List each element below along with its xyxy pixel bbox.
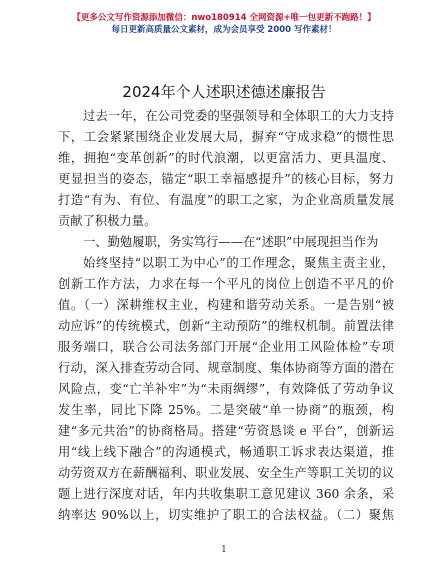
text-line: 纳率达 90%以上，切实维护了职工的合法权益。（二）聚焦 — [58, 508, 394, 522]
document-title: 2024年个人述职述德述廉报告 — [122, 83, 326, 101]
text-line: 下，工会紧紧围绕企业发展大局，摒弃“守成求稳”的惯性思 — [58, 130, 394, 144]
section-heading-text: 一、勤勉履职，务实笃行——在“述职”中展现担当作为 — [83, 235, 379, 249]
text-line: 过去一年，在公司党委的坚强领导和全体职工的大力支持 — [83, 109, 394, 123]
text-line: 建“多元共治”的协商格局。搭建“劳资恳谈 e 平台”，创新运 — [58, 424, 394, 438]
text-line: 服务端口，联合公司法务部门开展“企业用工风险体检”专项 — [58, 340, 394, 354]
text-line: 动劳资双方在薪酬福利、职业发展、安全生产等职工关切的议 — [58, 466, 394, 480]
text-line: 动应诉”的传统模式，创新“主动预防”的维权机制。前置法律 — [58, 319, 394, 333]
section-heading — [58, 232, 394, 253]
text-line: 发生率，同比下降 25%。二是突破“单一协商”的瓶颈，构 — [58, 403, 394, 417]
text-line: 风险点，变“亡羊补牢”为“未雨绸缪”，有效降低了劳动争议 — [58, 382, 394, 396]
text-line: 题上进行深度对话，年内共收集职工意见建议 360 余条，采 — [58, 487, 394, 501]
paragraph-section-1 — [58, 253, 394, 526]
text-line: 行动，深入排查劳动合同、规章制度、集体协商等方面的潜在 — [58, 361, 394, 375]
promo-banner-line-1: 【更多公文写作资源添加微信：nwo180914 全网资源+唯一包更新不跑路！】 — [72, 13, 376, 23]
paragraph-intro — [58, 106, 394, 232]
text-line: 打造“有为、有位、有温度”的职工之家，为企业高质量发展 — [58, 193, 394, 207]
page-number: 1 — [221, 545, 227, 555]
text-line: 值。（一）深耕维权主业，构建和谐劳动关系。一是告别“被 — [58, 298, 394, 312]
text-line: 维，拥抱“变革创新”的时代浪潮，以更富活力、更具温度、 — [58, 151, 394, 165]
promo-banner — [0, 12, 448, 36]
text-line: 用“线上线下融合”的沟通模式，畅通职工诉求表达渠道，推 — [58, 445, 394, 459]
text-line: 创新工作方法，力求在每一个平凡的岗位上创造不平凡的价 — [58, 277, 394, 291]
text-line: 始终坚持“以职工为中心”的工作理念，聚焦主责主业， — [83, 256, 394, 270]
text-line: 更显担当的姿态，锚定“职工幸福感提升”的核心目标，努力 — [58, 172, 394, 186]
promo-banner-line-2: 每日更新高质量公文素材，成为会员享受 2000 写作素材！ — [111, 25, 337, 35]
document-body — [58, 106, 394, 526]
text-line: 贡献了积极力量。 — [58, 214, 157, 228]
